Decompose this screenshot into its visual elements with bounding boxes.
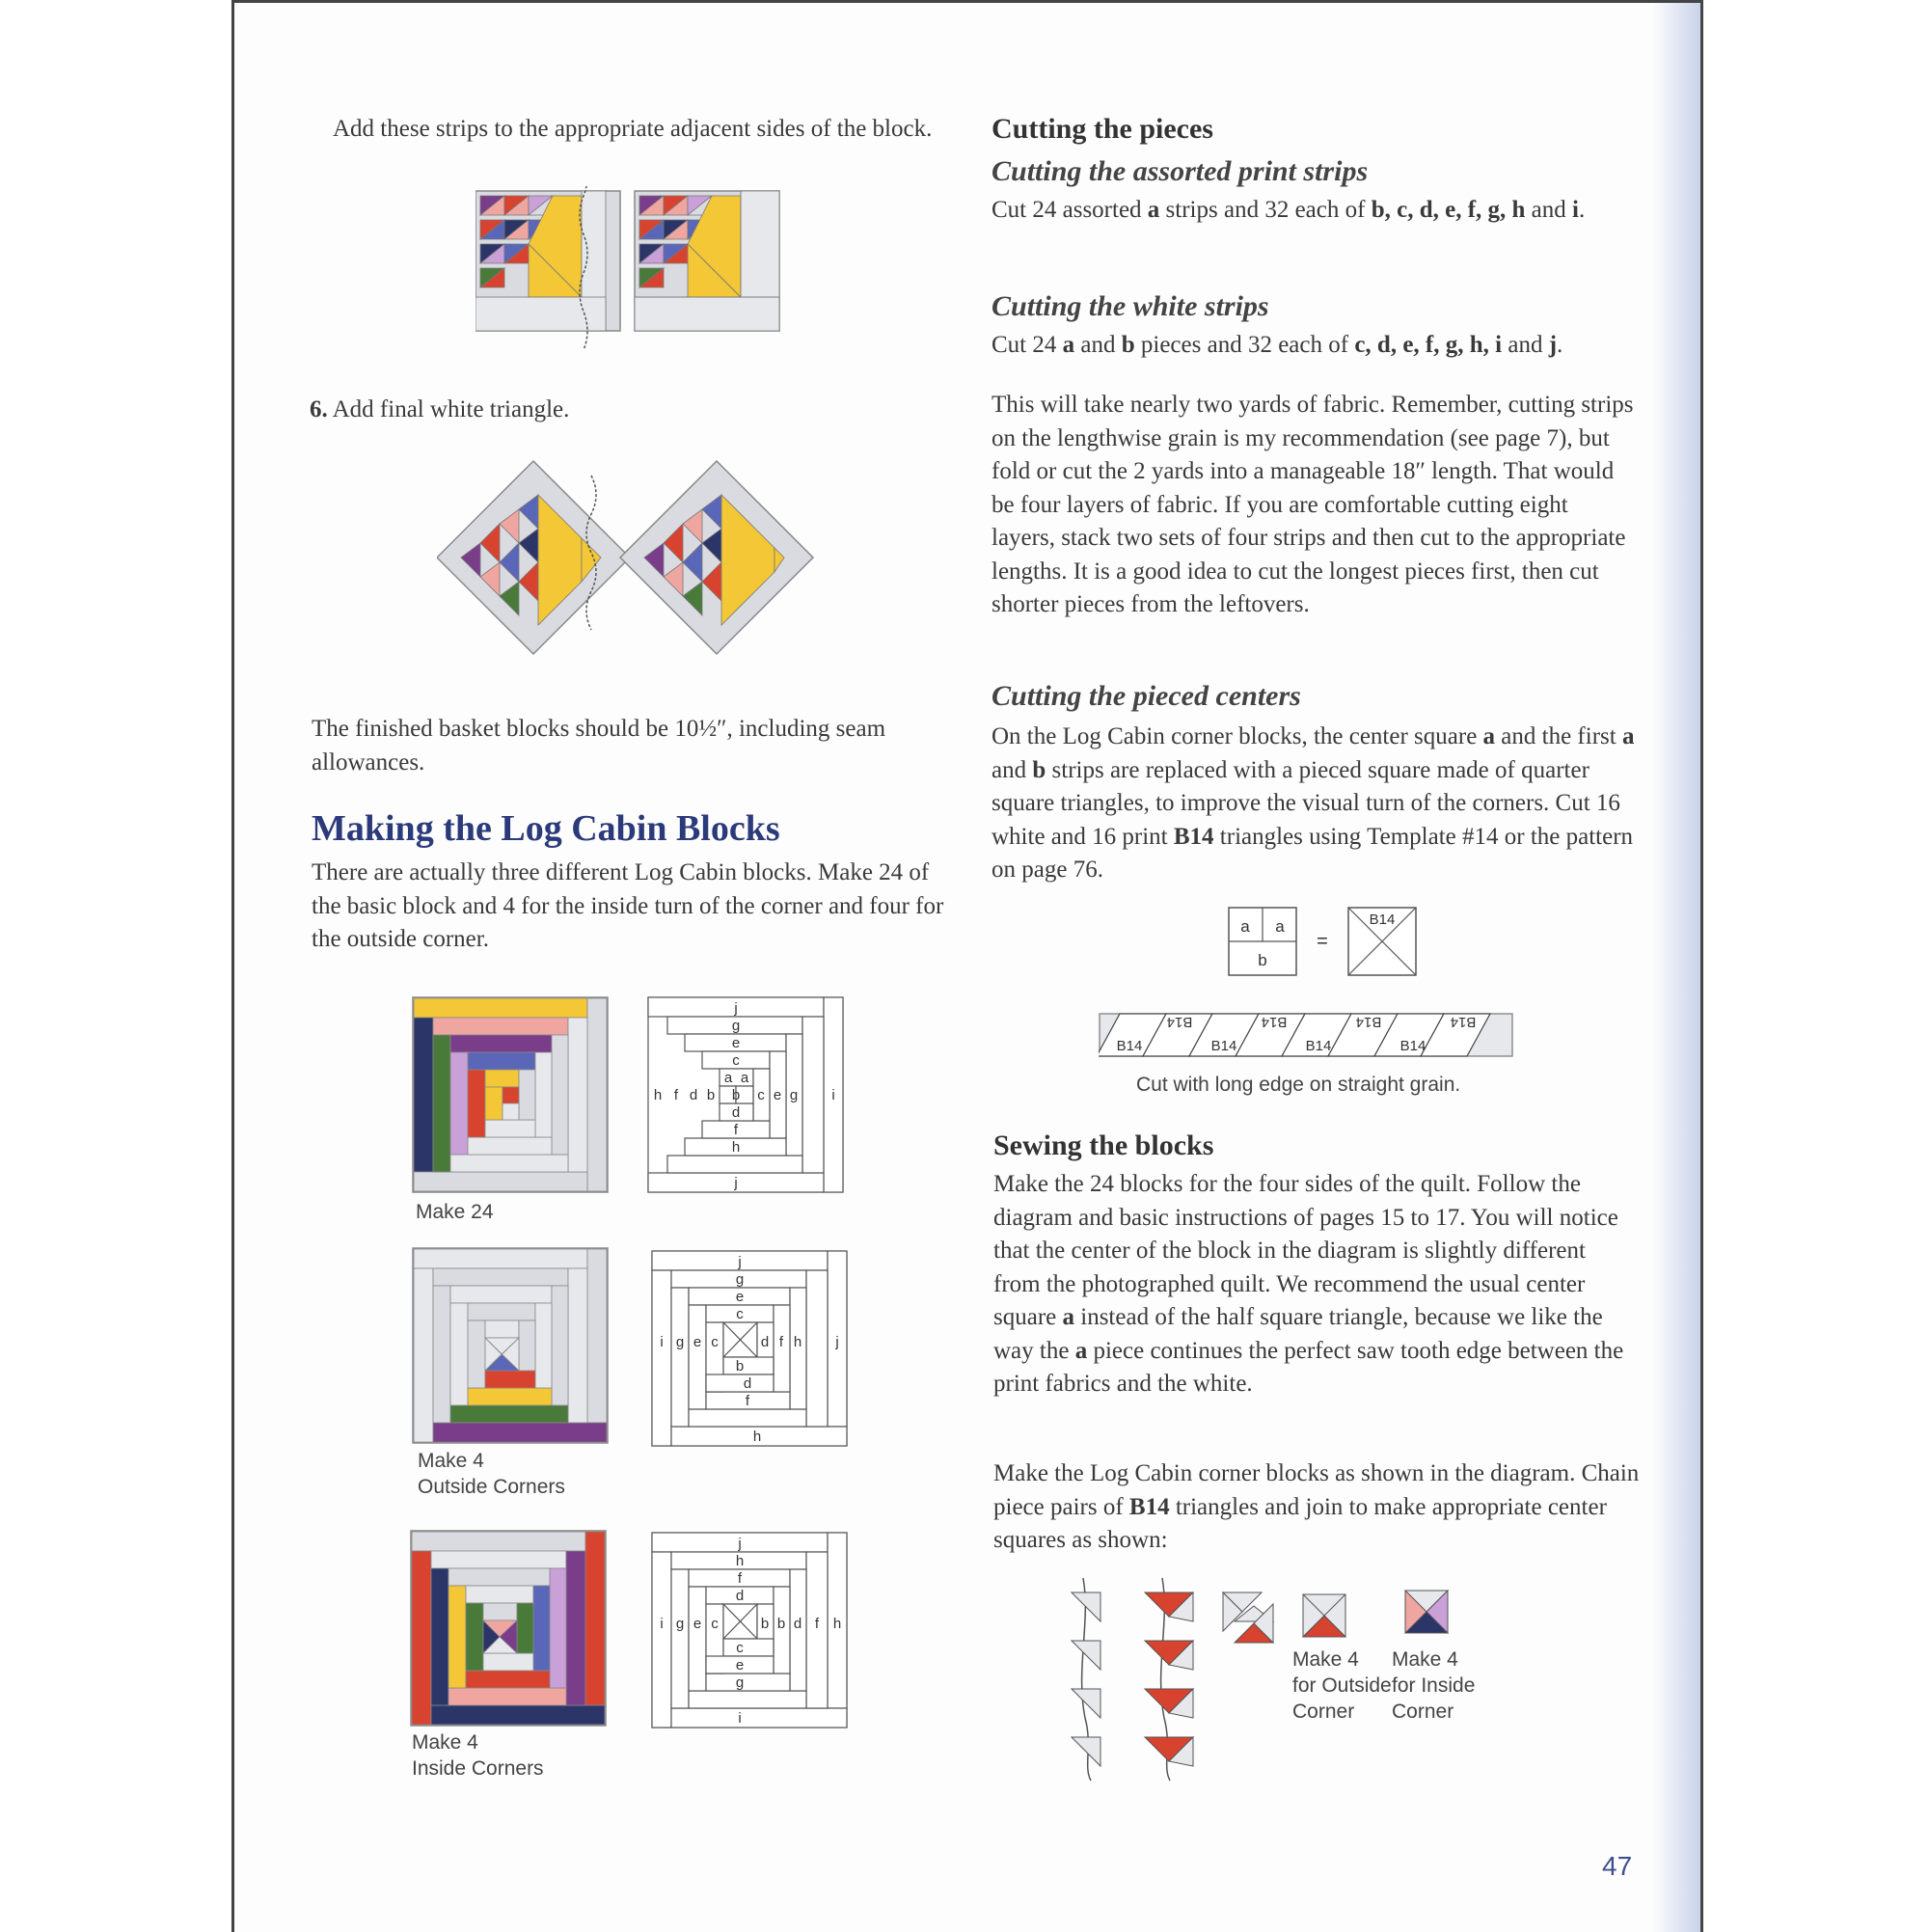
strip-label: B14 <box>1305 1038 1332 1054</box>
text-span-bold: b <box>1032 756 1046 783</box>
text-span-bold: a <box>1482 723 1496 749</box>
text-span: On the Log Cabin corner blocks, the center square <box>992 723 1483 749</box>
text-span-bold: a <box>1062 332 1075 358</box>
block-inside-caption-line-1: Make 4 <box>412 1731 478 1754</box>
pieced-centers-heading: Cutting the pieced centers <box>992 680 1301 712</box>
block-inside-caption <box>412 1729 544 1782</box>
outside-caption-line: Corner <box>1292 1701 1355 1723</box>
diagram-label: f <box>673 1087 679 1103</box>
text-span-bold: c, d, e, f, g, h, i <box>1354 332 1503 358</box>
text-span: and <box>1074 332 1122 358</box>
diagram-label: c <box>711 1616 719 1632</box>
log-cabin-block-basic <box>412 996 609 1193</box>
text-span: and <box>1525 197 1573 223</box>
diagram-label: e <box>773 1087 782 1103</box>
step-6 <box>310 394 569 427</box>
text-span: instead of the half square triangle, because we like the way the <box>993 1304 1603 1364</box>
diagram-label: c <box>732 1052 740 1069</box>
text-span-bold: b, c, d, e, f, g, h <box>1371 197 1526 223</box>
b14-cutting-strip <box>1099 1012 1515 1058</box>
text-span: piece continues the perfect saw tooth edge between the print fabrics and the white. <box>993 1337 1624 1397</box>
diagram-label: e <box>735 1289 745 1305</box>
eq-b14: B14 <box>1369 912 1396 928</box>
intro-text: Add these strips to the appropriate adjacent sides of the block. <box>333 116 933 142</box>
strip-label: B14 <box>1399 1038 1426 1054</box>
diagram-label: f <box>733 1122 739 1138</box>
text-span-bold: B14 <box>1173 823 1214 850</box>
strip-label: B14 <box>1450 1014 1477 1030</box>
diagram-label: f <box>737 1570 743 1587</box>
strip-label: B14 <box>1261 1014 1288 1030</box>
eq-sign: = <box>1317 931 1328 952</box>
text-span: triangles and join to make appropriate center squares as shown: <box>993 1493 1607 1553</box>
diagram-label: j <box>738 1536 742 1552</box>
diagram-label: j <box>835 1334 839 1350</box>
diagram-label: g <box>789 1087 799 1103</box>
diagram-label: c <box>711 1334 719 1350</box>
diagram-label: b <box>760 1616 770 1632</box>
diagram-label: h <box>793 1334 802 1350</box>
text-span-bold: a <box>1062 1304 1074 1330</box>
diagram-label: b <box>706 1087 716 1103</box>
diagram-label: j <box>738 1254 742 1270</box>
diagram-label: g <box>675 1616 685 1632</box>
chain-red <box>1145 1578 1193 1781</box>
sewing-heading: Sewing the blocks <box>993 1129 1214 1161</box>
diagram-label: e <box>731 1035 741 1051</box>
diagram-label: d <box>760 1334 770 1350</box>
diagram-label: g <box>735 1271 745 1288</box>
finished-text: The finished basket blocks should be 10½″, including seam allowances. <box>312 716 886 776</box>
diagram-label: a <box>740 1070 749 1086</box>
eq-a1: a <box>1240 917 1250 936</box>
diagram-label: f <box>778 1334 784 1350</box>
diagram-label: d <box>743 1375 752 1392</box>
log-cabin-block-outside-corner <box>412 1247 609 1444</box>
diagram-label: g <box>735 1674 745 1691</box>
text-span-bold: B14 <box>1128 1493 1170 1520</box>
strip-label: B14 <box>1355 1014 1382 1030</box>
page-gutter-shadow <box>1652 3 1700 1932</box>
print-strips-heading: Cutting the assorted print strips <box>992 155 1369 187</box>
outside-corner-caption <box>1292 1646 1392 1725</box>
log-cabin-intro: There are actually three different Log Cabin blocks. Make 24 of the basic block and 4 for the inside turn of the corner and four for the outside corner. <box>312 859 944 952</box>
diagram-label: d <box>793 1616 802 1632</box>
block-outside-caption-line-1: Make 4 <box>418 1450 484 1472</box>
chain-white <box>1072 1578 1100 1781</box>
white-strips-heading: Cutting the white strips <box>992 290 1269 322</box>
diagram-label: e <box>693 1616 702 1632</box>
text-span-bold: j <box>1548 332 1558 358</box>
diagram-label: j <box>734 1175 738 1191</box>
block-basic-caption: Make 24 <box>416 1201 494 1223</box>
fabric-paragraph: This will take nearly two yards of fabric. Remember, cutting strips on the lengthwise grain is my recommendation (see page 7), but fold or cut the 2 yards into a manageable 18″ length. That would be four layers of fabric. If you are comfortable cutting eight layers, stack two sets of four strips and then cut to the appropriate lengths. It is a good idea to cut the longest pieces first, then cut shorter pieces from the leftovers. <box>992 392 1634 617</box>
diagram-label: e <box>693 1334 702 1350</box>
inside-corner-caption <box>1392 1646 1475 1725</box>
text-span: . <box>1578 197 1586 223</box>
diagram-label: b <box>735 1358 745 1374</box>
inside-caption-line: Make 4 <box>1392 1648 1458 1671</box>
outside-caption-line: for Outside <box>1292 1674 1392 1697</box>
outside-caption-line: Make 4 <box>1292 1648 1359 1671</box>
book-page <box>231 0 1703 1932</box>
diagram-label: h <box>735 1553 745 1569</box>
diagram-label: g <box>675 1334 685 1350</box>
block-inside-caption-line-2: Inside Corners <box>412 1757 544 1780</box>
text-span: pieces and 32 each of <box>1134 332 1355 358</box>
block-outside-caption-line-2: Outside Corners <box>418 1476 565 1498</box>
text-span-bold: b <box>1121 332 1135 358</box>
diagram-label: e <box>735 1657 745 1673</box>
log-cabin-heading: Making the Log Cabin Blocks <box>312 808 780 849</box>
diagram-label: g <box>731 1018 741 1034</box>
diagram-label: f <box>814 1616 820 1632</box>
text-span: Cut 24 assorted <box>992 197 1148 223</box>
diagram-label: b <box>776 1616 786 1632</box>
text-span: Cut 24 <box>992 332 1063 358</box>
text-span: strips are replaced with a pieced square made of quarter square triangles, to improve the visual turn of the corners. Cut 16 white and 16 print <box>992 756 1620 850</box>
sewing-text <box>993 1168 1638 1401</box>
diagram-label: b <box>731 1087 741 1103</box>
diagram-label: c <box>736 1640 744 1656</box>
pieced-centers-text <box>992 721 1640 887</box>
strip-label: B14 <box>1210 1038 1237 1054</box>
diagram-label: c <box>757 1087 765 1103</box>
eq-b: b <box>1258 951 1267 969</box>
inside-caption-line: Corner <box>1392 1701 1454 1723</box>
split-square <box>1223 1592 1273 1643</box>
diagram-label: c <box>736 1306 744 1322</box>
strip-label: B14 <box>1116 1038 1143 1054</box>
diagram-label: f <box>745 1393 750 1409</box>
eq-a2: a <box>1275 917 1285 936</box>
corner-blocks-text <box>993 1457 1657 1558</box>
diagram-label: d <box>731 1104 741 1121</box>
step-6-text: Add final white triangle. <box>332 396 570 422</box>
diagram-label: h <box>653 1087 663 1103</box>
diagram-label: d <box>689 1087 698 1103</box>
log-cabin-diagram-inside-corner <box>651 1532 848 1728</box>
outside-corner-square <box>1303 1594 1345 1637</box>
text-span: and the first <box>1495 723 1622 749</box>
diagram-label: a <box>723 1070 733 1086</box>
page-number: 47 <box>1602 1851 1633 1881</box>
log-cabin-block-inside-corner <box>410 1530 607 1727</box>
text-span: Make the 24 blocks for the four sides of the quilt. Follow the diagram and basic instructions of pages 15 to 17. You will notice that the center of the block in the diagram is slightly different from the photographed quilt. We recommend the usual center square <box>993 1171 1618 1330</box>
text-span-bold: a <box>1074 1337 1088 1364</box>
diamond-basket-diagram <box>437 456 861 664</box>
text-span: and <box>1502 332 1549 358</box>
text-span-bold: a <box>1147 197 1160 223</box>
cutting-heading: Cutting the pieces <box>992 113 1213 145</box>
log-cabin-diagram-basic <box>647 996 844 1193</box>
block-outside-caption <box>418 1448 565 1500</box>
basket-block-2 <box>635 191 779 331</box>
strip-caption: Cut with long edge on straight grain. <box>1136 1074 1461 1096</box>
log-cabin-diagram-outside-corner <box>651 1250 848 1447</box>
text-span: triangles using Template #14 or the pattern on page 76. <box>992 823 1634 883</box>
text-span: and <box>992 756 1033 783</box>
diagram-label: h <box>752 1429 762 1445</box>
diagram-label: h <box>731 1139 741 1156</box>
diagram-label: i <box>738 1710 742 1727</box>
diagram-label: h <box>832 1616 842 1632</box>
text-span: . <box>1557 332 1563 358</box>
inside-caption-line: for Inside <box>1392 1674 1476 1697</box>
diagram-label: j <box>734 1000 738 1017</box>
print-strips-text <box>992 194 1618 228</box>
text-span: strips and 32 each of <box>1159 197 1372 223</box>
basket-strips-diagram <box>475 186 861 374</box>
text-span-bold: i <box>1572 197 1579 223</box>
diagram-label: i <box>660 1616 664 1632</box>
diamond-block-2 <box>620 461 813 654</box>
diagram-label: i <box>660 1334 664 1350</box>
text-span-bold: a <box>1621 723 1635 749</box>
basket-block-1 <box>475 186 620 350</box>
strip-label: B14 <box>1166 1014 1193 1030</box>
inside-corner-square <box>1405 1591 1448 1633</box>
diamond-block-1 <box>437 461 630 654</box>
text-span: Make the Log Cabin corner blocks as shown in the diagram. Chain piece pairs of <box>993 1460 1640 1520</box>
center-square-equation <box>1228 906 1421 979</box>
white-strips-text <box>992 329 1647 363</box>
diagram-label: d <box>735 1588 745 1604</box>
step-6-number: 6. <box>310 396 328 422</box>
diagram-label: i <box>831 1087 835 1103</box>
